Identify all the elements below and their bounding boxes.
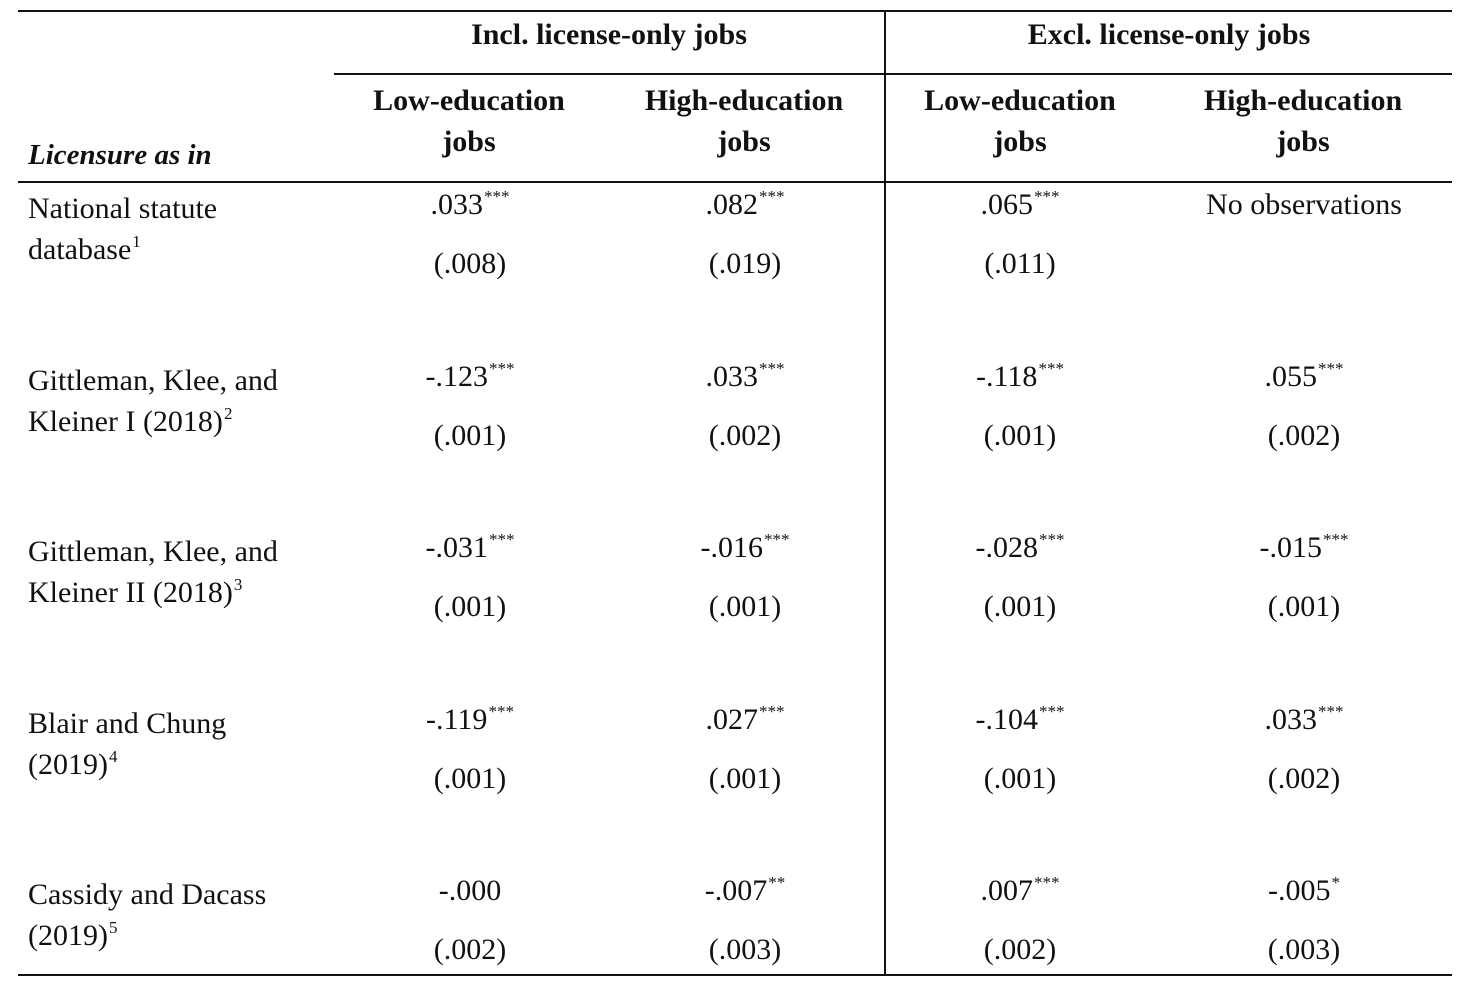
footnote-marker: 3 [233,575,243,594]
coef-cell [885,360,1155,394]
significance-stars: *** [489,530,515,549]
row-label [28,703,338,789]
group-header-incl: Incl. license-only jobs [471,18,747,51]
significance-stars: *** [759,701,785,721]
coef-cell [610,703,880,737]
significance-stars: *** [1318,701,1344,721]
footnote-marker: 5 [108,918,118,937]
coef-value: -.007 [704,874,768,907]
coef-value: -.123 [425,359,488,393]
std-error-cell: (.003) [708,933,782,966]
std-error-cell: (.001) [983,590,1057,623]
coef-cell [335,360,605,394]
coef-cell [610,188,880,222]
group-header-excl: Excl. license-only jobs [1027,18,1311,51]
coef-value: No observations [1206,188,1402,221]
coef-cell [885,188,1155,222]
std-error-cell: (.002) [1267,761,1341,795]
coef-cell [335,874,605,908]
significance-stars: *** [1034,873,1060,892]
row-label-line2: $(2019)^4$ [28,746,118,781]
significance-stars: *** [1039,701,1065,721]
col-header-excl-low: Low-education jobs [924,84,1116,158]
row-label [28,360,338,446]
coef-value: .065 [980,188,1033,221]
bottom-rule [18,974,1452,976]
coef-cell [1169,703,1439,737]
coef-cell [1169,874,1439,908]
std-error-cell: (.003) [1267,933,1341,966]
col-header-excl-high: High-education jobs [1203,84,1403,158]
significance-stars: *** [759,187,785,206]
row-label-line2: database$^1$ [28,232,141,266]
coef-value: -.031 [425,531,488,564]
coef-value: -.000 [438,874,502,907]
std-error-cell: (.011) [984,247,1056,280]
row-label-line2: Kleiner II $(2018)^3$ [28,575,243,609]
std-error-cell: (.001) [708,590,782,623]
coef-value: .027 [705,702,758,736]
coef-value: -.028 [975,531,1038,564]
row-label-line2: Kleiner I $(2018)^2$ [28,403,233,438]
std-error-cell: (.002) [708,418,782,452]
coef-cell [885,874,1155,908]
coef-value: -.104 [975,702,1038,736]
coef-cell [1169,531,1439,565]
significance-stars: ** [768,873,786,892]
row-label [28,874,338,960]
std-error-cell: (.001) [983,418,1057,452]
group-rule [334,73,1452,75]
coef-value: -.118 [976,359,1038,393]
coef-cell [335,188,605,222]
std-error-cell: (.019) [708,247,782,280]
footnote-marker: 1 [132,232,141,251]
row-label-line1: Gittleman, Klee, and [28,535,278,568]
coef-value: -.005 [1268,874,1331,907]
significance-stars: *** [1034,187,1060,206]
coef-cell [1169,188,1439,222]
significance-stars: *** [1323,530,1349,549]
std-error-cell: (.002) [1267,418,1341,452]
top-rule [18,10,1452,12]
coef-value: .007 [980,874,1033,907]
std-error-cell: (.001) [433,761,507,795]
coef-value: -.015 [1259,531,1322,564]
std-error-cell: (.001) [983,761,1057,795]
coef-cell [335,703,605,737]
significance-stars: *** [484,187,510,206]
std-error-cell: (.001) [433,590,507,623]
row-label-line1: Gittleman, Klee, and [28,363,278,397]
coef-value: -.016 [700,531,763,564]
row-label [28,531,338,617]
significance-stars: *** [1038,358,1064,378]
coef-cell [610,531,880,565]
significance-stars: *** [1318,358,1344,378]
coef-value: .033 [430,188,483,221]
std-error-cell: (.001) [433,418,507,452]
significance-stars: *** [764,530,790,549]
std-error-cell: (.001) [708,761,782,795]
significance-stars: *** [488,701,514,721]
stub-header: Licensure as in [28,139,212,171]
std-error-cell: (.001) [1267,590,1341,623]
row-label-line1: National statute [28,192,218,225]
row-label-line1: Cassidy and Dacass [28,878,267,911]
footnote-marker: 2 [223,403,233,423]
significance-stars: *** [489,358,515,378]
significance-stars: *** [1039,530,1065,549]
row-label [28,188,338,274]
coef-value: .033 [1264,702,1317,736]
coef-cell [610,360,880,394]
coef-value: -.119 [426,702,488,736]
col-header-incl-high: High-education jobs [644,84,844,158]
std-error-cell: (.002) [433,933,507,966]
coef-value: .055 [1264,359,1317,393]
coef-cell [885,703,1155,737]
coef-value: .082 [705,188,758,221]
std-error-cell: (.008) [433,247,507,280]
significance-stars: *** [759,358,785,378]
row-label-line2: $(2019)^5$ [28,918,118,952]
coef-cell [1169,360,1439,394]
row-label-line1: Blair and Chung [28,706,227,740]
coef-value: .033 [705,359,758,393]
col-header-incl-low: Low-education jobs [373,84,565,158]
coef-cell [885,531,1155,565]
std-error-cell: (.002) [983,933,1057,966]
coef-cell [335,531,605,565]
footnote-marker: 4 [108,746,118,766]
coef-cell [610,874,880,908]
header-rule [18,181,1452,183]
significance-stars: * [1331,873,1340,892]
